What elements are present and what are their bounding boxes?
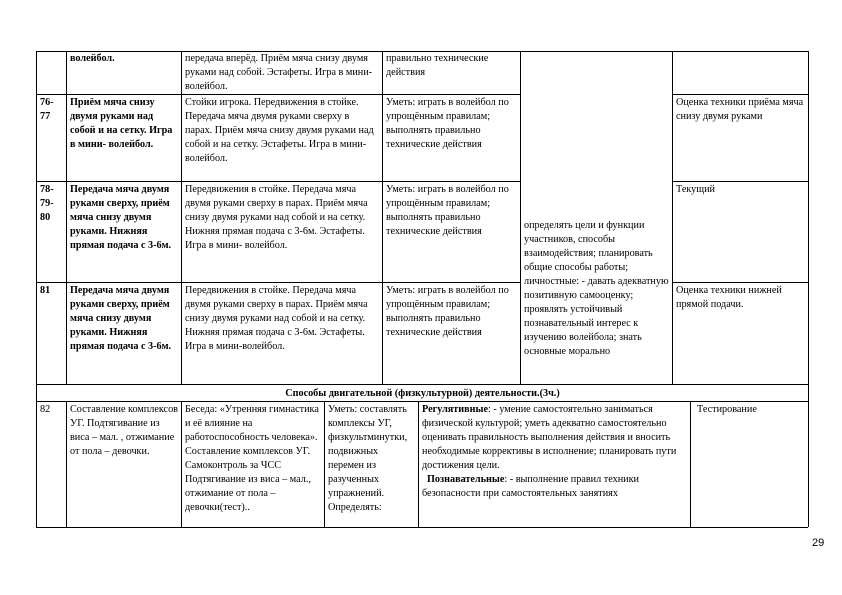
table-cell-lesson-number: 81 <box>40 285 51 296</box>
table-cell-assessment: Оценка техники нижней прямой подачи. <box>676 285 782 310</box>
table-cell-lesson-number: 76- 77 <box>40 97 54 122</box>
table-cell-content: Передвижения в стойке. Передача мяча двумя руками сверху в парах. Приём мяча снизу двумя руками над собой и на сетку. Нижняя прямая подача с 3-6м. Эстафеты. Игра в мини- волейбол. <box>185 184 368 251</box>
table-cell-topic: Передача мяча двумя руками сверху, приём мяча снизу двумя руками. Нижняя прямая подача с 3-6м. <box>70 184 172 251</box>
table-cell-content: Стойки игрока. Передвижения в стойке. Передача мяча двумя руками сверху в парах. Приём мяча снизу двумя руками над собой и на сетку. Эстафеты. Игра в мини- волейбол. <box>185 97 374 164</box>
regulatory-text: : - умение самостоятельно заниматься физической культурой; уметь адекватно самостоятельно оценивать правильность выполнения действия и вносить необходимые коррективы в исполнение; планировать пути достижения цели. <box>422 404 677 471</box>
regulatory-label: Регулятивные <box>422 404 489 415</box>
table-cell-topic: Передача мяча двумя руками сверху, приём мяча снизу двумя руками. Нижняя прямая подача с 3-6м. <box>70 285 172 352</box>
table-cell-topic: волейбол. <box>70 53 115 64</box>
table-cell-requirements: Уметь: играть в волейбол по упрощённым правилам; выполнять правильно технические действия <box>386 97 509 150</box>
table-cell-content: передача вперёд. Приём мяча снизу двумя руками над собой. Эстафеты. Игра в мини- волейбол. <box>185 53 373 92</box>
page-number: 29 <box>812 537 825 549</box>
table-border-right <box>808 51 809 527</box>
section-divider <box>36 384 808 385</box>
table-cell-assessment: Оценка техники приёма мяча снизу двумя руками <box>676 97 804 122</box>
table-cell-requirements: Уметь: составлять комплексы УГ, физкультминутки, подвижных перемен из разученных упражнений. Определять: <box>328 404 408 513</box>
table-cell-assessment: Тестирование <box>697 404 757 415</box>
table-cell-lesson-number: 78- 79- 80 <box>40 184 54 223</box>
table-border-bottom <box>36 527 808 528</box>
table-cell-topic: Приём мяча снизу двумя руками над собой и на сетку. Игра в мини- волейбол. <box>70 97 173 150</box>
table-cell-requirements: Уметь: играть в волейбол по упрощённым правилам; выполнять правильно технические действия <box>386 184 509 237</box>
table-cell-requirements: правильно технические действия <box>386 53 489 78</box>
table-cell-lesson-number: 82 <box>40 404 51 415</box>
table-cell-learning-activities: определять цели и функции участников, способы взаимодействия; планировать общие способы работы; личностные: - давать адекватную позитивную самооценку; проявлять устойчивый познавательный интерес к изучению волейбола; знать основные морально <box>524 220 669 357</box>
cognitive-label: Познавательные <box>427 474 505 485</box>
cognitive-text: : - выполнение правил техники безопасности при самостоятельных занятиях <box>422 474 640 499</box>
table-cell-content: Беседа: «Утренняя гимнастика и её влияние на работоспособность человека». Составление комплексов УГ. Самоконтроль за ЧСС Подтягивание из виса – мал., отжимание от пола – девочки(тест).. <box>185 404 319 513</box>
table-cell-learning-activities <box>419 402 690 527</box>
table-cell-content: Передвижения в стойке. Передача мяча двумя руками сверху в парах. Приём мяча снизу двумя руками над собой и на сетку. Нижняя прямая подача с 3-6м. Эстафеты. Игра в мини-волейбол. <box>185 285 368 352</box>
table-cell-assessment: Текущий <box>676 184 716 195</box>
table-cell-requirements: Уметь: играть в волейбол по упрощённым правилам; выполнять правильно технические действия <box>386 285 509 338</box>
table-cell-topic: Составление комплексов УГ. Подтягивание из виса – мал. , отжимание от пола – девочки. <box>70 404 178 457</box>
section-header: Способы двигательной (физкультурной) деятельности.(3ч.) <box>285 388 560 399</box>
